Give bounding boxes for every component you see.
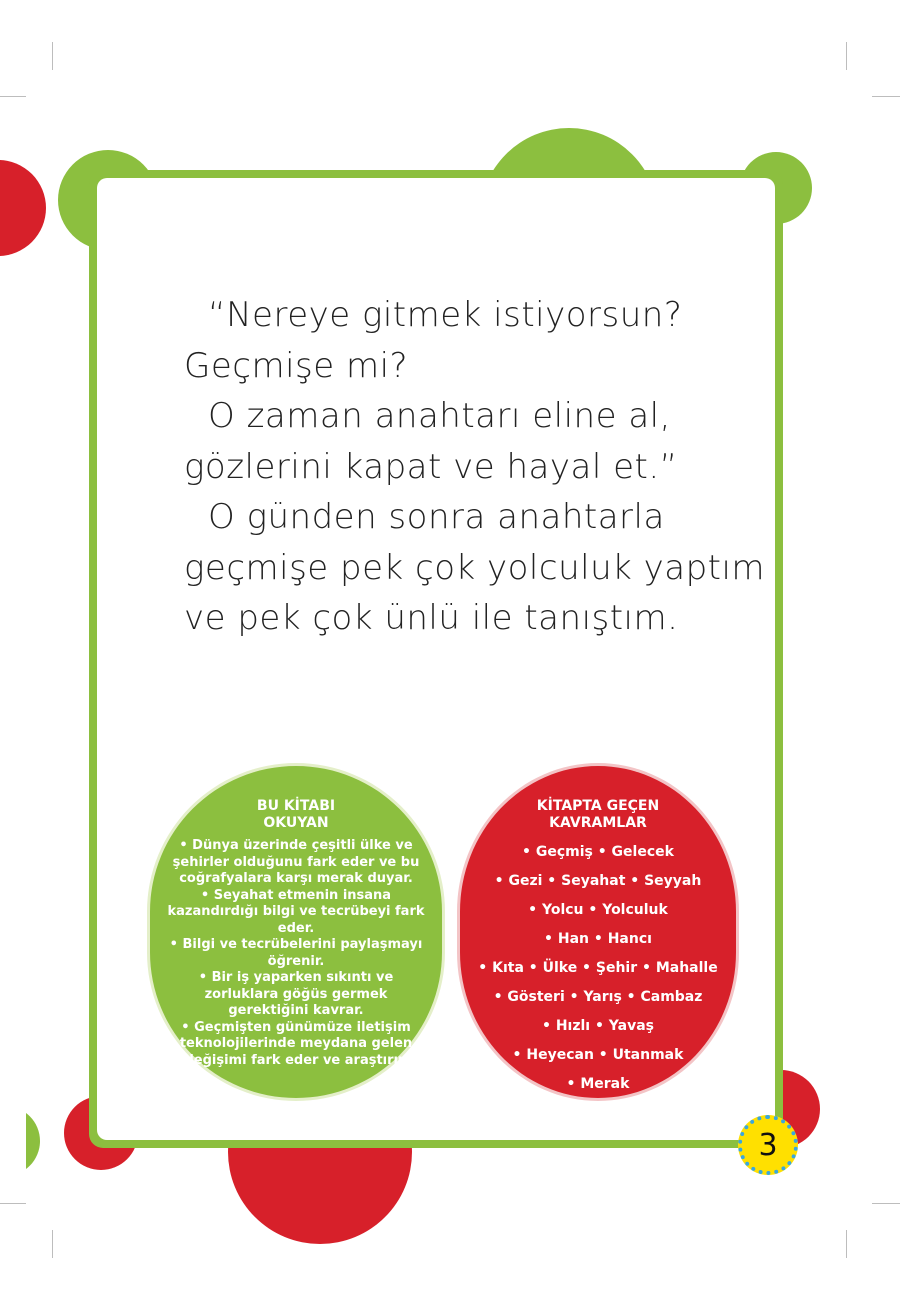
concept-row: • Heyecan • Utanmak — [512, 1047, 684, 1063]
crop-mark — [872, 96, 900, 97]
outcome-item: • Geçmişten günümüze iletişim teknolojilerinde meydana gelen değişimi fark eder ve araştırır. — [179, 1019, 413, 1068]
crop-mark — [52, 1230, 53, 1258]
outcome-item: • Seyahat etmenin insana kazandırdığı bilgi ve tecrübeyi fark eder. — [167, 887, 425, 936]
story-line: Geçmişe mi? — [184, 345, 409, 386]
page-number-badge: 3 — [738, 1115, 798, 1175]
story-line: O zaman anahtarı eline al, — [208, 396, 671, 436]
outcome-item: • Bir iş yaparken sıkıntı ve zorluklara göğüs germek gerektiğini kavrar. — [198, 970, 394, 1018]
concepts-list — [474, 838, 722, 1099]
crop-mark — [0, 1203, 26, 1204]
reader-outcomes-list — [166, 838, 426, 1069]
concepts-box — [457, 763, 739, 1101]
concept-row: • Geçmiş • Gelecek — [522, 844, 674, 860]
story-text — [184, 290, 766, 644]
crop-mark — [846, 42, 847, 70]
concept-row: • Han • Hancı — [544, 931, 652, 947]
crop-mark — [0, 96, 26, 97]
concept-row: • Hızlı • Yavaş — [542, 1018, 654, 1034]
concept-row: • Merak — [566, 1076, 630, 1092]
story-line: geçmişe pek çok yolculuk yaptım — [184, 547, 766, 588]
reader-outcomes-box — [147, 763, 445, 1101]
story-line: “Nereye gitmek istiyorsun? — [208, 295, 683, 335]
story-line: ve pek çok ünlü ile tanıştım. — [184, 598, 679, 638]
concepts-title: KİTAPTA GEÇEN KAVRAMLAR — [536, 798, 660, 831]
decorative-red-circle — [0, 160, 46, 256]
outcome-item: • Bilgi ve tecrübelerini paylaşmayı öğrenir. — [169, 937, 423, 969]
crop-mark — [872, 1203, 900, 1204]
crop-mark — [846, 1230, 847, 1258]
concept-row: • Kıta • Ülke • Şehir • Mahalle — [478, 960, 718, 976]
story-line: gözlerini kapat ve hayal et.” — [184, 446, 678, 487]
reader-outcomes-title: BU KİTABI OKUYAN — [256, 798, 336, 831]
concept-row: • Gezi • Seyahat • Seyyah — [494, 873, 702, 889]
story-line: O günden sonra anahtarla — [208, 497, 665, 537]
outcome-item: • Dünya üzerinde çeşitli ülke ve şehirler olduğunu fark eder ve bu coğrafyalara karşı merak duyar. — [172, 838, 420, 886]
concept-row: • Yolcu • Yolculuk — [528, 902, 668, 918]
crop-mark — [52, 42, 53, 70]
concept-row: • Gösteri • Yarış • Cambaz — [493, 989, 703, 1005]
decorative-green-circle — [0, 1106, 40, 1176]
